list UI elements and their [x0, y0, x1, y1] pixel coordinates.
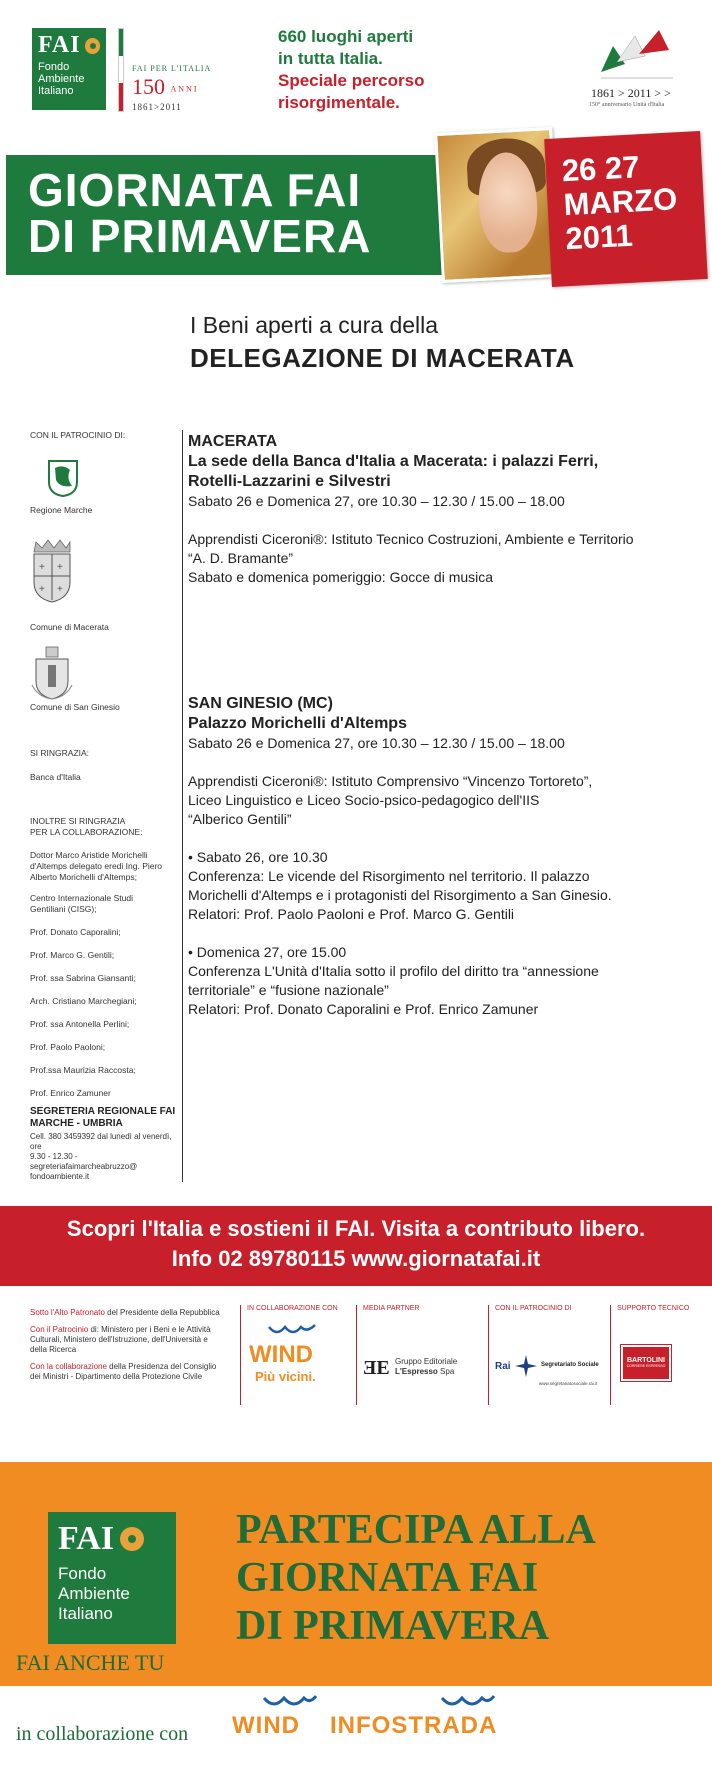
regione-marche-emblem-icon	[46, 458, 80, 498]
tagline-green-2: in tutta Italia.	[278, 49, 383, 68]
patrocinio-ministeri-text: di: Ministero per i Beni e le Attività Culturali, Ministero dell'Istruzione, dell'Università e della Ricerca	[30, 1325, 211, 1354]
collaborator-line: Centro Internazionale Studi	[30, 893, 134, 903]
segreteria-title-2: MARCHE - UMBRIA	[30, 1118, 123, 1129]
fai-flower-large-icon	[120, 1527, 144, 1551]
ginesio-hours: Sabato 26 e Domenica 27, ore 10.30 – 12.30 / 15.00 – 18.00	[188, 735, 565, 751]
rai-sub: Segretariato Sociale	[541, 1362, 599, 1368]
collaborator-item: Prof. Enrico Zamuner	[30, 1088, 111, 1098]
sponsor-wind-caption: IN COLLABORAZIONE CON	[247, 1305, 338, 1312]
ginesio-event2-4: Relatori: Prof. Donato Caporalini e Prof. Enrico Zamuner	[188, 1001, 539, 1017]
macerata-apprendisti-1: Apprendisti Ciceroni®: Istituto Tecnico Costruzioni, Ambiente e Territorio	[188, 531, 634, 547]
sponsor-bartolini	[610, 1305, 704, 1405]
fai-logo-large-name: FAI	[58, 1520, 115, 1557]
ginesio-event2-1: • Domenica 27, ore 15.00	[188, 944, 347, 960]
tricolor-bar-icon	[118, 28, 124, 112]
inoltre-label-1: INOLTRE SI RINGRAZIA	[30, 816, 126, 826]
info-strip	[0, 1206, 712, 1286]
fai-per-italia-anni: ANNI	[170, 84, 199, 94]
partecipa-line-2: GIORNATA FAI	[236, 1555, 539, 1601]
patronage-text	[30, 1308, 222, 1389]
espresso-line-2: L'Espresso	[395, 1367, 438, 1376]
partecipa-line-1: PARTECIPA ALLA	[236, 1507, 596, 1553]
ginesio-event1-1: • Sabato 26, ore 10.30	[188, 849, 328, 865]
unita-years: 1861 > 2011 > >	[591, 86, 671, 100]
comune-san-ginesio-crest-icon	[30, 645, 74, 701]
macerata-city: MACERATA	[188, 433, 278, 450]
collaborator-item	[30, 893, 180, 915]
segreteria-contacts	[30, 1132, 180, 1182]
sponsor-bartolini-caption: SUPPORTO TECNICO	[617, 1305, 690, 1312]
patrocinio-ministeri-label: Con il Patrocinio	[30, 1325, 89, 1334]
tagline-red-2: risorgimentale.	[278, 93, 400, 112]
collaborazione-label: Con la collaborazione	[30, 1362, 107, 1371]
segreteria-line: 9.30 - 12.30 - segreteriafaimarcheabruzzo@	[30, 1152, 138, 1171]
macerata-apprendisti-2: “A. D. Bramante”	[188, 550, 294, 566]
column-divider	[182, 430, 183, 1182]
macerata-title-2: Rotelli-Lazzarini e Silvestri	[188, 473, 391, 490]
rai-star-icon	[515, 1355, 537, 1377]
header-tagline	[278, 26, 478, 114]
wind-wave-large-icon	[262, 1694, 318, 1710]
ginesio-apprendisti-3: “Alberico Gentili”	[188, 811, 292, 827]
wind-logo-text: WIND	[249, 1341, 313, 1368]
ginesio-city: SAN GINESIO (MC)	[188, 695, 333, 712]
wind-infostrada-logo	[232, 1712, 497, 1740]
espresso-line-3: Spa	[440, 1367, 455, 1376]
bartolini-name: BARTOLINI	[627, 1357, 665, 1364]
ginesio-event2-2: Conferenza L'Unità d'Italia sotto il profilo del diritto tra “annessione	[188, 963, 599, 979]
svg-text:+: +	[57, 562, 63, 573]
segreteria-line: fondoambiente.it	[30, 1172, 90, 1181]
sponsor-rai-caption: CON IL PATROCINIO DI	[495, 1305, 572, 1312]
date-days: 26 27	[560, 149, 641, 189]
intro-line1: I Beni aperti a cura della	[190, 312, 439, 338]
partecipa-headline	[236, 1506, 696, 1650]
collaborator-line: Alberto Morichelli d'Altemps;	[30, 872, 137, 882]
sponsor-wind	[240, 1305, 352, 1405]
segreteria-title-1: SEGRETERIA REGIONALE FAI	[30, 1106, 176, 1117]
collaborator-item: Arch. Cristiano Marchegiani;	[30, 996, 137, 1006]
fai-per-italia-num: 150	[132, 74, 165, 99]
date-badge	[544, 131, 708, 287]
inoltre-label-2: PER LA COLLABORAZIONE:	[30, 827, 143, 837]
collaborazione-text: della Presidenza del Consiglio dei Ministri - Dipartimento della Protezione Civile	[30, 1362, 217, 1381]
ginesio-apprendisti-2: Liceo Linguistico e Liceo Socio-psico-pedagogico dell'IIS	[188, 792, 540, 808]
inoltre-label	[30, 816, 180, 838]
ginesio-title: Palazzo Morichelli d'Altemps	[188, 715, 407, 732]
espresso-name	[395, 1357, 457, 1377]
flag-icon	[595, 26, 679, 82]
fai-logo-sub-2: Ambiente	[38, 73, 85, 85]
fai-logo-sub-3: Italiano	[38, 85, 74, 97]
svg-text:+: +	[39, 562, 45, 573]
alto-patronato-label: Sotto l'Alto Patronato	[30, 1308, 105, 1317]
macerata-extra: Sabato e domenica pomeriggio: Gocce di musica	[188, 569, 494, 585]
rai-url: www.segretariatosociale.rai.it	[539, 1381, 598, 1386]
collaborator-item	[30, 850, 180, 883]
collaborator-item: Prof. Donato Caporalini;	[30, 927, 121, 937]
segreteria-title	[30, 1106, 180, 1130]
fai-logo-sub-1: Fondo	[38, 61, 70, 73]
infostrada-bottom-text: INFOSTRADA	[329, 1712, 498, 1739]
patrocinio-label: CON IL PATROCINIO DI:	[30, 430, 126, 440]
comune-macerata-crest-icon	[30, 538, 74, 604]
rai-logo-text: Rai	[495, 1361, 511, 1372]
date-month: MARZO	[562, 181, 679, 223]
fai-logo-large	[48, 1512, 176, 1644]
sponsor-rai	[488, 1305, 608, 1405]
collaborator-item: Prof. Paolo Paoloni;	[30, 1042, 106, 1052]
fai-per-italia-logo	[118, 28, 228, 112]
fai-logo-large-sub-2: Ambiente	[58, 1584, 130, 1603]
wind-bottom-text: WIND	[232, 1712, 300, 1739]
collaborator-item: Prof.ssa Maurizia Raccosta;	[30, 1065, 136, 1075]
bartolini-logo	[621, 1345, 671, 1381]
espresso-line-1: Gruppo Editoriale	[395, 1357, 458, 1366]
comune-macerata-label: Comune di Macerata	[30, 622, 109, 632]
sponsor-espresso	[356, 1305, 484, 1405]
title-banner	[6, 155, 454, 275]
fai-flower-icon	[85, 38, 100, 54]
info-strip-line2: Info 02 89780115 www.giornatafai.it	[171, 1246, 541, 1271]
info-strip-line1: Scopri l'Italia e sostieni il FAI. Visita a contributo libero.	[66, 1216, 646, 1241]
fai-logo	[32, 28, 106, 110]
fai-logo-large-sub-1: Fondo	[58, 1564, 107, 1583]
fai-logo-large-sub-3: Italiano	[58, 1604, 113, 1623]
unita-sub: 150° anniversario Unità d'Italia	[589, 102, 665, 108]
svg-text:+: +	[39, 584, 45, 595]
banner-portrait-image	[434, 127, 560, 283]
fai-per-italia-line1: FAI PER L'ITALIA	[132, 64, 212, 73]
partecipa-line-3: DI PRIMAVERA	[236, 1603, 550, 1649]
segreteria-line: Cell. 380 3459392 dal lunedì al venerdì, ore	[30, 1132, 172, 1151]
tagline-red-1: Speciale percorso	[278, 71, 425, 90]
ginesio-section	[188, 694, 688, 1019]
collaborazione-label-bottom: in collaborazione con	[16, 1723, 189, 1745]
collaborator-line: d'Altemps delegato eredi Ing. Piero	[30, 861, 163, 871]
banner-title-1: GIORNATA FAI	[28, 164, 362, 216]
fai-anche-tu: FAI ANCHE TU	[16, 1650, 165, 1675]
fai-logo-name: FAI	[38, 32, 81, 58]
ginesio-event1-4: Relatori: Prof. Paolo Paoloni e Prof. Marco G. Gentili	[188, 906, 515, 922]
ginesio-event1-3: Morichelli d'Altemps e i protagonisti del Risorgimento a San Ginesio.	[188, 887, 612, 903]
svg-text:+: +	[57, 584, 63, 595]
ginesio-event2-3: territoriale” e “fusione nazionale”	[188, 982, 389, 998]
wind-wave-icon	[267, 1323, 317, 1337]
tagline-green-1: 660 luoghi aperti	[278, 27, 414, 46]
infostrada-wave-icon	[440, 1694, 496, 1710]
collaborator-line: Gentiliani (CISG);	[30, 904, 97, 914]
macerata-section	[188, 432, 688, 587]
espresso-logo-icon: ƎE	[363, 1357, 390, 1379]
wind-tagline: Più vicini.	[255, 1369, 316, 1384]
ringrazia-value: Banca d'Italia	[30, 772, 81, 782]
ginesio-apprendisti-1: Apprendisti Ciceroni®: Istituto Comprensivo “Vincenzo Tortoreto”,	[188, 773, 593, 789]
comune-ginesio-label: Comune di San Ginesio	[30, 702, 120, 712]
bartolini-sub: CORRIERE ESPRESSO	[626, 1364, 666, 1368]
macerata-hours: Sabato 26 e Domenica 27, ore 10.30 – 12.30 / 15.00 – 18.00	[188, 493, 565, 509]
ginesio-event1-2: Conferenza: Le vicende del Risorgimento nel territorio. Il palazzo	[188, 868, 590, 884]
regione-marche-label: Regione Marche	[30, 505, 93, 515]
alto-patronato-text: del Presidente della Repubblica	[104, 1308, 220, 1317]
collaborator-item: Prof. ssa Sabrina Giansanti;	[30, 973, 136, 983]
collaborator-line: Dottor Marco Aristide Morichelli	[30, 850, 148, 860]
sponsor-espresso-caption: MEDIA PARTNER	[363, 1305, 420, 1312]
date-year: 2011	[564, 217, 634, 257]
collaborator-item: Prof. ssa Antonella Perlini;	[30, 1019, 130, 1029]
collaborator-item: Prof. Marco G. Gentili;	[30, 950, 115, 960]
macerata-title-1: La sede della Banca d'Italia a Macerata: i palazzi Ferri,	[188, 453, 599, 470]
intro-line2: DELEGAZIONE DI MACERATA	[190, 343, 575, 373]
ringrazia-label: SI RINGRAZIA:	[30, 748, 90, 758]
unita-italia-logo	[585, 26, 695, 116]
fai-per-italia-years: 1861>2011	[132, 102, 182, 112]
banner-title-2: DI PRIMAVERA	[28, 210, 372, 262]
